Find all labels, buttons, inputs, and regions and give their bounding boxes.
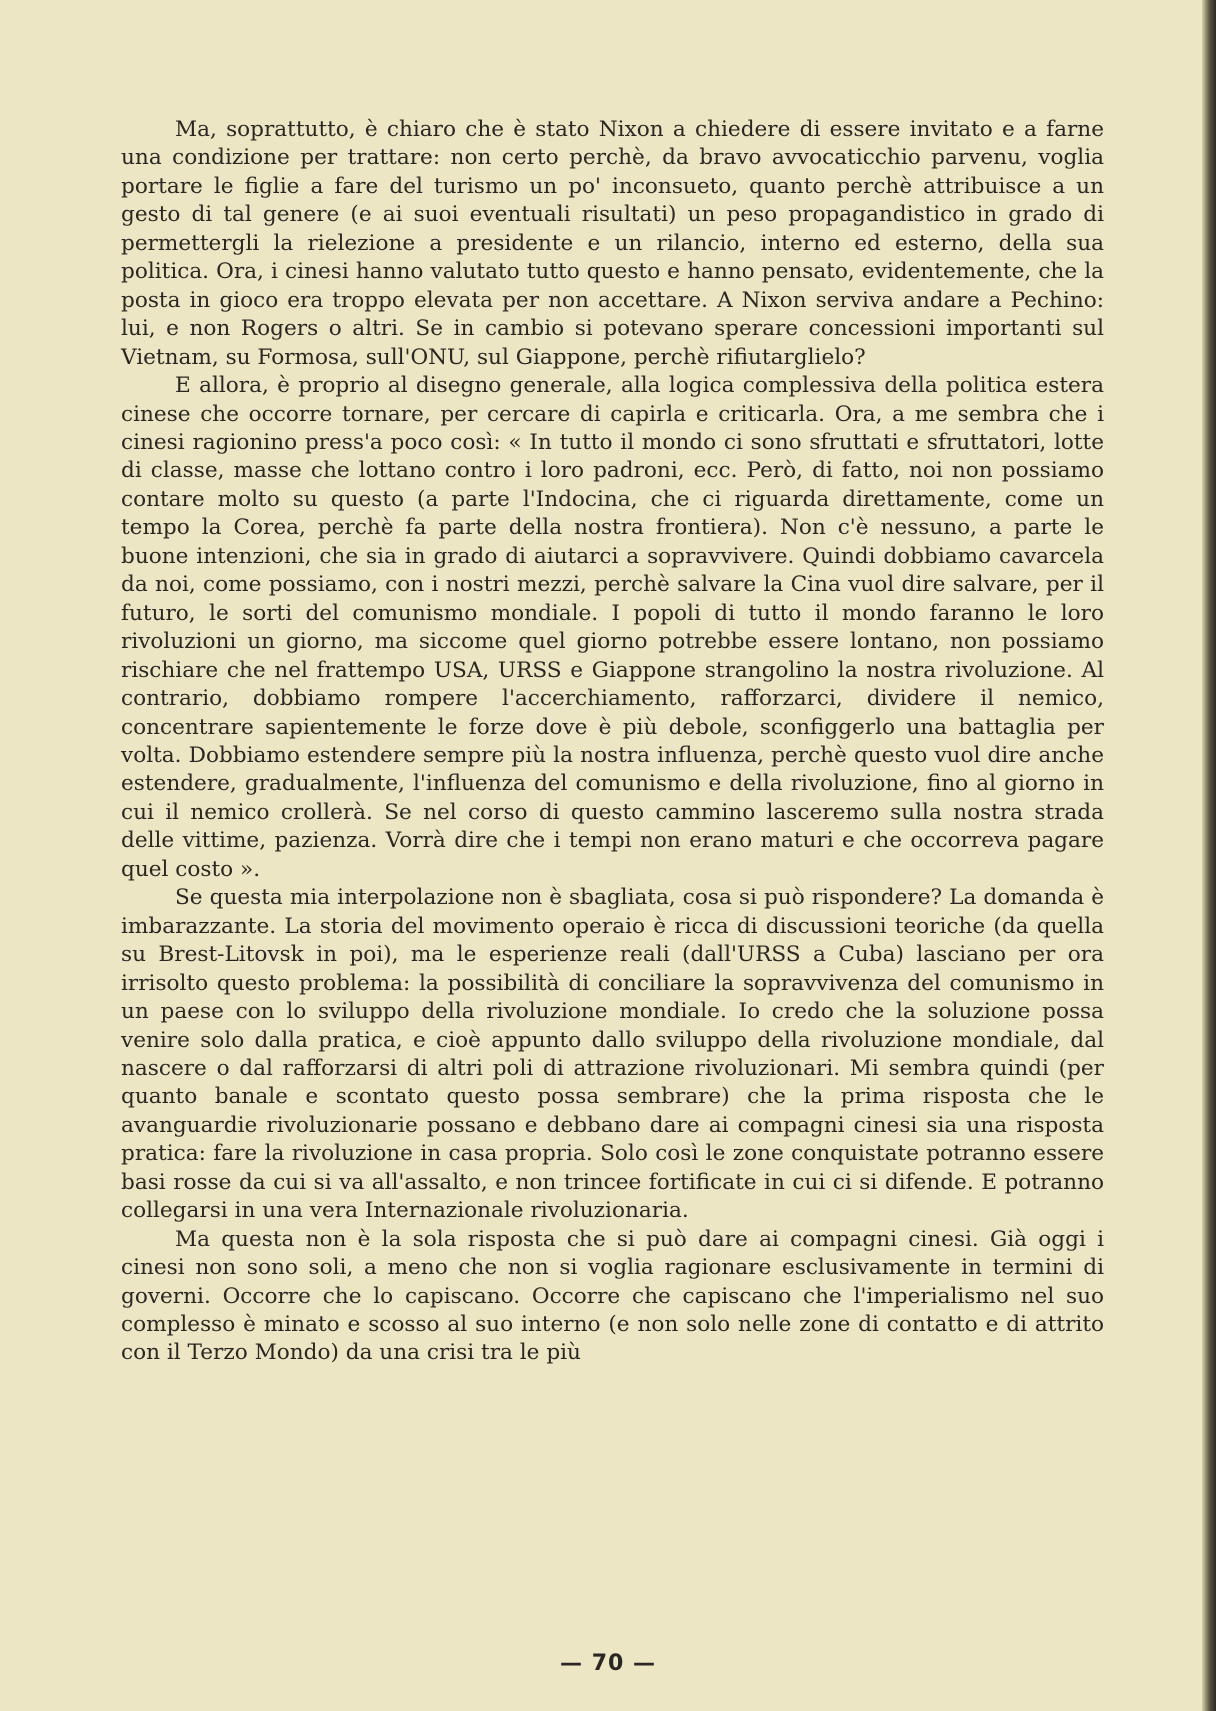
page-binding-edge [1202,0,1216,1711]
body-text [121,116,1104,1368]
paragraph-4: Ma questa non è la sola risposta che si può dare ai compagni cinesi. Già oggi i cinesi non sono soli, a meno che non si voglia ragionare esclusivamente in termini di governi. Occorre che lo capiscano. Occorre che capiscano che l'imperialismo nel suo complesso è minato e scosso al suo interno (e non solo nelle zone di contatto e di attrito con il Terzo Mondo) da una crisi tra le più [121,1226,1104,1366]
page-number: — 70 — [560,1651,656,1676]
paragraph-3: Se questa mia interpolazione non è sbagliata, cosa si può rispondere? La domanda è imbarazzante. La storia del movimento operaio è ricca di discussioni teoriche (da quella su Brest-Litovsk in poi), ma le esperienze reali (dall'URSS a Cuba) lasciano per ora irrisolto questo problema: la possibilità di conciliare la sopravvivenza del comunismo in un paese con lo sviluppo della rivoluzione mondiale. Io credo che la soluzione possa venire solo dalla pratica, e cioè appunto dallo sviluppo della rivoluzione mondiale, dal nascere o dal rafforzarsi di altri poli di attrazione rivoluzionari. Mi sembra quindi (per quanto banale e scontato questo possa sembrare) che la prima risposta che le avanguardie rivoluzionarie possano e debbano dare ai compagni cinesi sia una risposta pratica: fare la rivoluzione in casa propria. Solo così le zone conquistate potranno essere basi rosse da cui si va all'assalto, e non trincee fortificate in cui ci si difende. E potranno collegarsi in una vera Internazionale rivoluzionaria. [121,885,1104,1224]
paragraph-2: E allora, è proprio al disegno generale, alla logica complessiva della politica estera cinese che occorre tornare, per cercare di capirla e criticarla. Ora, a me sembra che i cinesi ragionino press'a poco così: « In tutto il mondo ci sono sfruttati e sfruttatori, lotte di classe, masse che lottano contro i loro padroni, ecc. Però, di fatto, noi non possiamo contare molto su questo (a parte l'Indocina, che ci riguarda direttamente, come un tempo la Corea, perchè fa parte della nostra frontiera). Non c'è nessuno, a parte le buone intenzioni, che sia in grado di aiutarci a sopravvivere. Quindi dobbiamo cavarcela da noi, come possiamo, con i nostri mezzi, perchè salvare la Cina vuol dire salvare, per il futuro, le sorti del comunismo mondiale. I popoli di tutto il mondo faranno le loro rivoluzioni un giorno, ma siccome quel giorno potrebbe essere lontano, non possiamo rischiare che nel frattempo USA, URSS e Giappone strangolino la nostra rivoluzione. Al contrario, dobbiamo rompere l'accerchiamento, rafforzarci, dividere il nemico, concentrare sapientemente le forze dove è più debole, sconfiggerlo una battaglia per volta. Dobbiamo estendere sempre più la nostra influenza, perchè questo vuol dire anche estendere, gradualmente, l'influenza del comunismo e della rivoluzione, fino al giorno in cui il nemico crollerà. Se nel corso di questo cammino lasceremo sulla nostra strada delle vittime, pazienza. Vorrà dire che i tempi non erano maturi e che occorreva pagare quel costo ». [121,373,1104,882]
paragraph-1: Ma, soprattutto, è chiaro che è stato Nixon a chiedere di essere invitato e a farne una condizione per trattare: non certo perchè, da bravo avvocaticchio parvenu, voglia portare le figlie a fare del turismo un po' inconsueto, quanto perchè attribuisce a un gesto di tal genere (e ai suoi eventuali risultati) un peso propagandistico in grado di permettergli la rielezione a presidente e un rilancio, interno ed esterno, della sua politica. Ora, i cinesi hanno valutato tutto questo e hanno pensato, evidentemente, che la posta in gioco era troppo elevata per non accettare. A Nixon serviva andare a Pechino: lui, e non Rogers o altri. Se in cambio si potevano sperare concessioni importanti sul Vietnam, su Formosa, sull'ONU, sul Giappone, perchè rifiutarglielo? [121,117,1104,370]
